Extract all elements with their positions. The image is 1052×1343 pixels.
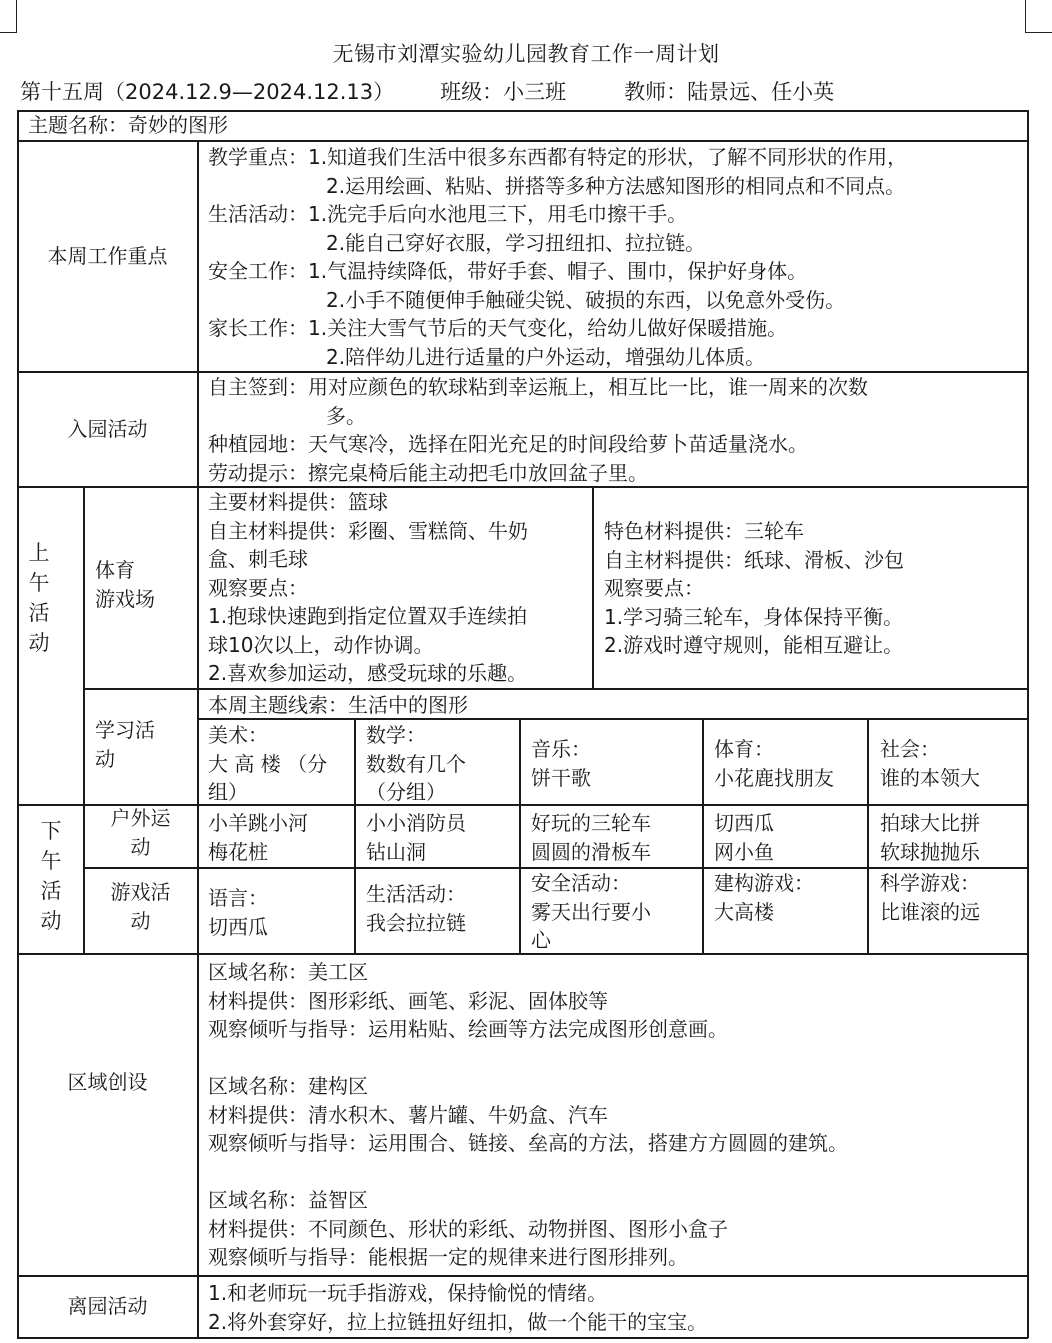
sports-right-line: 自主材料提供：纸球、滑板、沙包	[604, 547, 904, 572]
sports-left-line: 球10次以上，动作协调。	[208, 632, 434, 657]
areas-content	[208, 958, 848, 1272]
departure-content	[208, 1279, 707, 1336]
sports-right-line: 特色材料提供：三轮车	[604, 519, 804, 543]
arrival-content	[208, 373, 868, 487]
area-line: 材料提供：清水积木、薯片罐、牛奶盒、汽车	[208, 1102, 608, 1127]
focus-line: 教学重点：1.知道我们生活中很多东西都有特定的形状，了解不同形状的作用，	[208, 145, 908, 169]
games-cell: 生活活动： 我会拉拉链	[366, 882, 466, 935]
outdoor-cell: 好玩的三轮车 圆圆的滑板车	[531, 811, 651, 864]
focus-line: 安全工作：1.气温持续降低，带好手套、帽子、围巾，保护好身体。	[208, 259, 808, 283]
arrival-line: 多。	[326, 403, 366, 428]
outdoor-cell: 小小消防员 钻山洞	[366, 811, 466, 864]
focus-line: 2.小手不随便伸手触碰尖锐、破损的东西，以免意外受伤。	[326, 287, 846, 312]
crop-mark-right-horizontal	[1025, 32, 1052, 33]
games-cell: 科学游戏： 比谁滚的远	[880, 871, 980, 924]
arrival-label: 入园活动	[67, 416, 148, 441]
arrival-line: 种植园地：天气寒冷，选择在阳光充足的时间段给萝卜苗适量浇水。	[208, 432, 808, 456]
sports-label: 体育 游戏场	[95, 558, 155, 611]
afternoon-label: 下 午 活 动	[40, 819, 62, 933]
sports-left-line: 主要材料提供：篮球	[208, 490, 388, 514]
area-line: 区域名称：建构区	[208, 1074, 368, 1098]
area-line: 观察倾听与指导：运用粘贴、绘画等方法完成图形创意画。	[208, 1017, 728, 1041]
areas-label: 区域创设	[67, 1069, 148, 1094]
area-line	[208, 1158, 848, 1187]
learning-label: 学习活 动	[95, 718, 155, 771]
class-label: 班级：小三班	[440, 80, 567, 104]
morning-label: 上 午 活 动	[28, 541, 50, 655]
focus-label: 本周工作重点	[47, 243, 168, 268]
sports-right-line: 1.学习骑三轮车，身体保持平衡。	[604, 604, 904, 629]
games-cell: 建构游戏： 大高楼	[714, 871, 814, 924]
focus-line: 生活活动：1.洗完手后向水池甩三下，用毛巾擦干手。	[208, 202, 688, 226]
area-line	[208, 1044, 848, 1073]
focus-line: 2.能自己穿好衣服，学习扭纽扣、拉拉链。	[326, 230, 706, 255]
area-line: 区域名称：美工区	[208, 960, 368, 984]
outdoor-label: 户外运 动	[110, 806, 171, 859]
area-line: 材料提供：图形彩纸、画笔、彩泥、固体胶等	[208, 988, 608, 1013]
sports-left-line: 盒、刺毛球	[208, 547, 308, 571]
theme-name: 主题名称：奇妙的图形	[28, 113, 228, 137]
sports-left-line: 自主材料提供：彩圈、雪糕筒、牛奶	[208, 518, 528, 543]
games-cell: 安全活动： 雾天出行要小 心	[531, 871, 651, 952]
learning-cell-pe: 体育： 小花鹿找朋友	[714, 737, 834, 790]
learning-cell-social: 社会： 谁的本领大	[880, 737, 980, 790]
sports-right-content	[604, 517, 904, 660]
learning-cell-art: 美术： 大 高 楼 （分 组）	[208, 723, 328, 804]
sports-left-line: 2.喜欢参加运动，感受玩球的乐趣。	[208, 661, 528, 685]
sports-right-line: 观察要点：	[604, 576, 704, 600]
teacher-label: 教师：陆景远、任小英	[624, 80, 835, 104]
arrival-line: 自主签到：用对应颜色的软球粘到幸运瓶上，相互比一比，谁一周来的次数	[208, 375, 868, 399]
crop-mark-left-horizontal	[0, 32, 17, 33]
crop-mark-left-vertical	[16, 0, 17, 32]
sports-left-content	[208, 488, 528, 688]
outdoor-cell: 小羊跳小河 梅花桩	[208, 811, 308, 864]
games-label: 游戏活 动	[110, 880, 171, 933]
header-line	[20, 76, 834, 106]
sports-left-line: 1.抱球快速跑到指定位置双手连续拍	[208, 604, 528, 628]
area-line: 观察倾听与指导：运用围合、链接、垒高的方法，搭建方方圆圆的建筑。	[208, 1131, 848, 1155]
arrival-line: 劳动提示：擦完桌椅后能主动把毛巾放回盆子里。	[208, 460, 648, 485]
departure-line: 2.将外套穿好，拉上拉链扭好纽扣，做一个能干的宝宝。	[208, 1309, 708, 1334]
crop-mark-right-vertical	[1025, 0, 1026, 32]
games-cell: 语言： 切西瓜	[208, 886, 268, 939]
document-title: 无锡市刘潭实验幼儿园教育工作一周计划	[332, 42, 720, 66]
theme-clue: 本周主题线索：生活中的图形	[208, 693, 468, 717]
area-line: 观察倾听与指导：能根据一定的规律来进行图形排列。	[208, 1245, 688, 1269]
learning-cell-math: 数学： 数数有几个 （分组）	[366, 723, 466, 804]
outdoor-cell: 切西瓜 网小鱼	[714, 811, 774, 864]
area-line: 区域名称：益智区	[208, 1188, 368, 1212]
focus-line: 家长工作：1.关注大雪气节后的天气变化，给幼儿做好保暖措施。	[208, 316, 788, 340]
focus-line: 2.陪伴幼儿进行适量的户外运动，增强幼儿体质。	[326, 344, 766, 369]
week-label: 第十五周（2024.12.9—2024.12.13）	[20, 80, 395, 104]
focus-line: 2.运用绘画、粘贴、拼搭等多种方法感知图形的相同点和不同点。	[326, 173, 906, 198]
departure-label: 离园活动	[67, 1293, 148, 1318]
area-line: 材料提供：不同颜色、形状的彩纸、动物拼图、图形小盒子	[208, 1216, 728, 1241]
sports-left-line: 观察要点：	[208, 575, 308, 600]
focus-content	[208, 143, 907, 371]
outdoor-cell: 拍球大比拼 软球抛抛乐	[880, 811, 980, 864]
departure-line: 1.和老师玩一玩手指游戏，保持愉悦的情绪。	[208, 1281, 608, 1305]
sports-right-line: 2.游戏时遵守规则，能相互避让。	[604, 633, 904, 657]
learning-cell-music: 音乐： 饼干歌	[531, 737, 591, 790]
